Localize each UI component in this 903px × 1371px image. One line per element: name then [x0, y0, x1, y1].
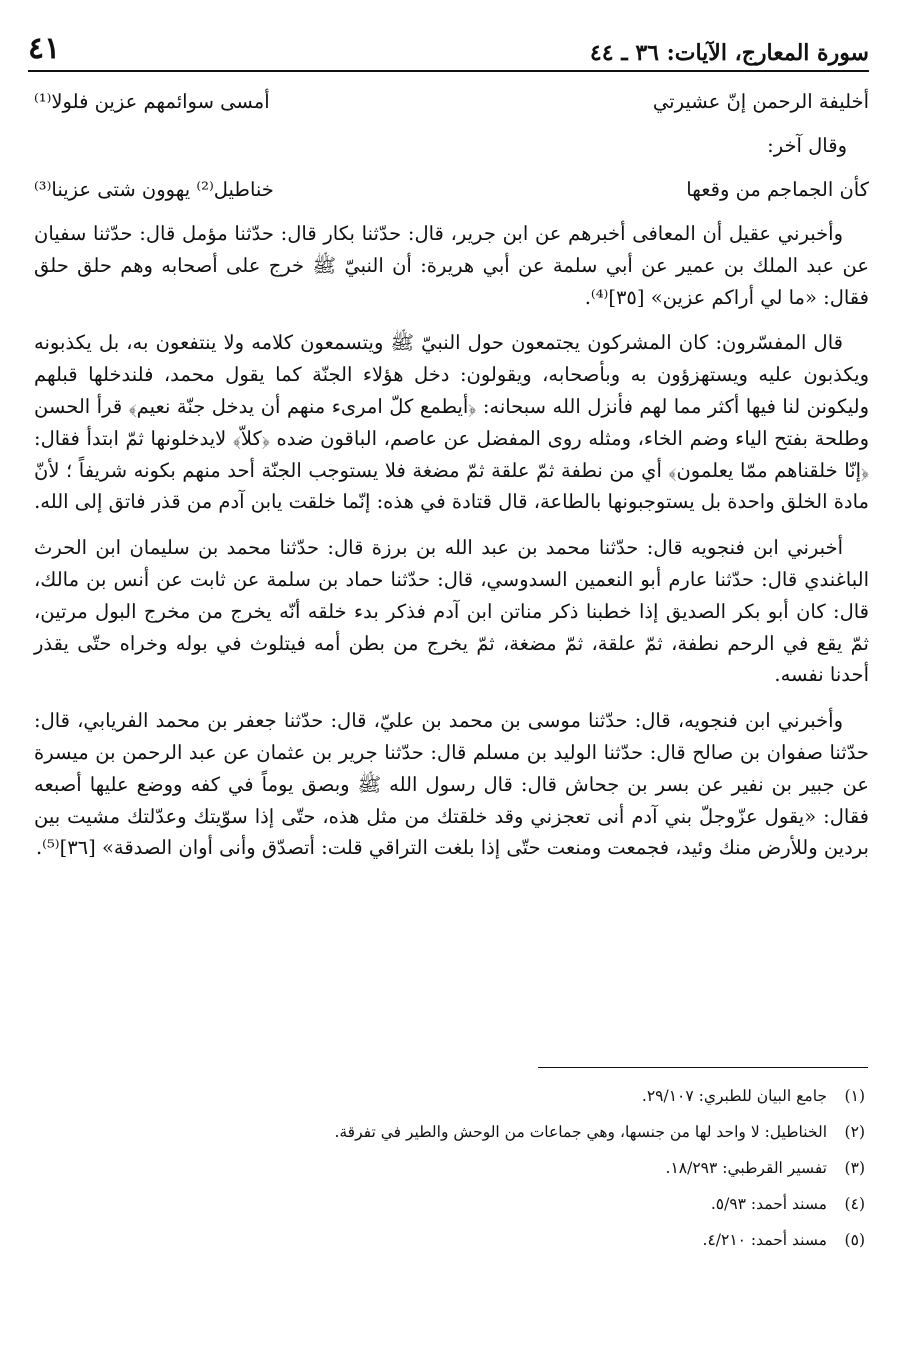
poem-hemistich-right: كأن الجماجم من وقعها — [686, 178, 869, 201]
page-header — [28, 26, 869, 72]
paragraph: وأخبرني عقيل أن المعافى أخبرهم عن ابن جرير، قال: حدّثنا بكار قال: حدّثنا مؤمل قال: حدّثنا سفيان عن عبد الملك بن عمير عن أبي سلمة عن أبي هريرة: أن النبيّ ﷺ خرج على أصحابه وهم حلق حلق فقال: «ما لي أراكم عزين» [٣٥]⁽⁴⁾. — [34, 222, 869, 309]
footnote-text: مسند أحمد: ٤/٢١٠. — [702, 1231, 827, 1249]
poem-hemistich-right: أخليفة الرحمن إنّ عشيرتي — [652, 90, 869, 113]
footnote — [60, 1186, 865, 1222]
footnote — [60, 1222, 865, 1258]
footnote-number: (١) — [844, 1087, 865, 1105]
footnote — [60, 1078, 865, 1114]
poem-line-2 — [34, 168, 869, 212]
footnote-number: (٤) — [844, 1195, 865, 1213]
main-text — [34, 80, 869, 878]
footnote-text: تفسير القرطبي: ١٨/٢٩٣. — [665, 1159, 827, 1177]
running-title: سورة المعارج، الآيات: ٣٦ ـ ٤٤ — [589, 40, 869, 66]
footnote — [60, 1114, 865, 1150]
paragraph: أخبرني ابن فنجويه قال: حدّثنا محمد بن عبد الله بن برزة قال: حدّثنا محمد بن سليمان ابن الحرث الباغندي قال: حدّثنا عارم أبو النعمين السدوسي، قال: حدّثنا حماد بن سلمة عن ثابت عن أنس بن مالك، قال: كان أبو بكر الصديق إذا خطبنا ذكر مناتن ابن آدم فذكر بدء خلقه أنّه يخرج من مخرج البول مرتين، ثمّ يقع في الرحم نطفة، ثمّ علقة، ثمّ مضغة، ثمّ يخرج من بطن أمه فيتلوث في بوله وخراه حتّى يقذر أحدنا نفسه. — [34, 536, 869, 687]
footnotes — [60, 1078, 865, 1258]
footnote-number: (٣) — [844, 1159, 865, 1177]
paragraph: وأخبرني ابن فنجويه، قال: حدّثنا موسى بن محمد بن عليّ، قال: حدّثنا جعفر بن محمد الفريابي، قال: حدّثنا صفوان بن صالح قال: حدّثنا الوليد بن مسلم قال: حدّثنا جرير بن عثمان عن عبد الرحمن بن ميسرة عن جبير بن نفير عن بسر بن جحاش قال: قال رسول الله ﷺ وبصق يوماً في كفه ووضع عليها أصبعه فقال: «يقول عزّوجلّ بني آدم أنى تعجزني وقد خلقتك من مثل هذه، حتّى إذا سوّيتك وعدّلتك مشيت بين بردين وللأرض منك وئيد، فجمعت ومنعت حتّى إذا بلغت التراقي قلت: أتصدّق وأنى أوان الصدقة» [٣٦]⁽⁵⁾. — [34, 709, 869, 860]
footnote-number: (٢) — [844, 1123, 865, 1141]
paragraph: قال المفسّرون: كان المشركون يجتمعون حول النبيّ ﷺ ويتسمعون كلامه ولا ينتفعون به، بل يكذبونه ويكذبون عليه ويستهزؤون به وبأصحابه، ويقولون: دخل هؤلاء الجنّة كما يقول محمد، فلندخلها قبلهم وليكونن لنا فيها أكثر مما لهم فأنزل الله سبحانه: ﴿أيطمع كلّ امرىء منهم أن يدخل جنّة نعيم﴾ قرأ الحسن وطلحة بفتح الياء وضم الخاء، ومثله روى المفضل عن عاصم، الباقون ضده ﴿كلاّ﴾ لايدخلونها ثمّ ابتدأ فقال: ﴿إنّا خلقناهم ممّا يعلمون﴾ أي من نطفة ثمّ علقة ثمّ مضغة فلا يستوجب الجنّة أحد منهم بكونه شريفاً ؛ لأنّ مادة الخلق واحدة بل يستوجبونها بالطاعة، قال قتادة في هذه: إنّما خلقت يابن آدم من قذر فاتق إلى الله. — [34, 331, 869, 514]
page-number: ٤١ — [28, 31, 61, 66]
footnote-text: الخناطيل: لا واحد لها من جنسها، وهي جماعات من الوحش والطير في تفرقة. — [334, 1123, 827, 1141]
poem-hemistich-left: خناطيل⁽²⁾ يهوون شتى عزينا⁽³⁾ — [34, 178, 274, 201]
footnote — [60, 1150, 865, 1186]
footnote-number: (٥) — [844, 1231, 865, 1249]
footnote-text: جامع البيان للطبري: ٢٩/١٠٧. — [641, 1087, 827, 1105]
footnote-divider — [538, 1067, 868, 1068]
poem-line-1 — [34, 80, 869, 124]
footnote-text: مسند أحمد: ٥/٩٣. — [710, 1195, 827, 1213]
poet-label: وقال آخر: — [767, 134, 847, 157]
poem-hemistich-left: أمسى سوائمهم عزين فلولا⁽¹⁾ — [34, 90, 270, 113]
